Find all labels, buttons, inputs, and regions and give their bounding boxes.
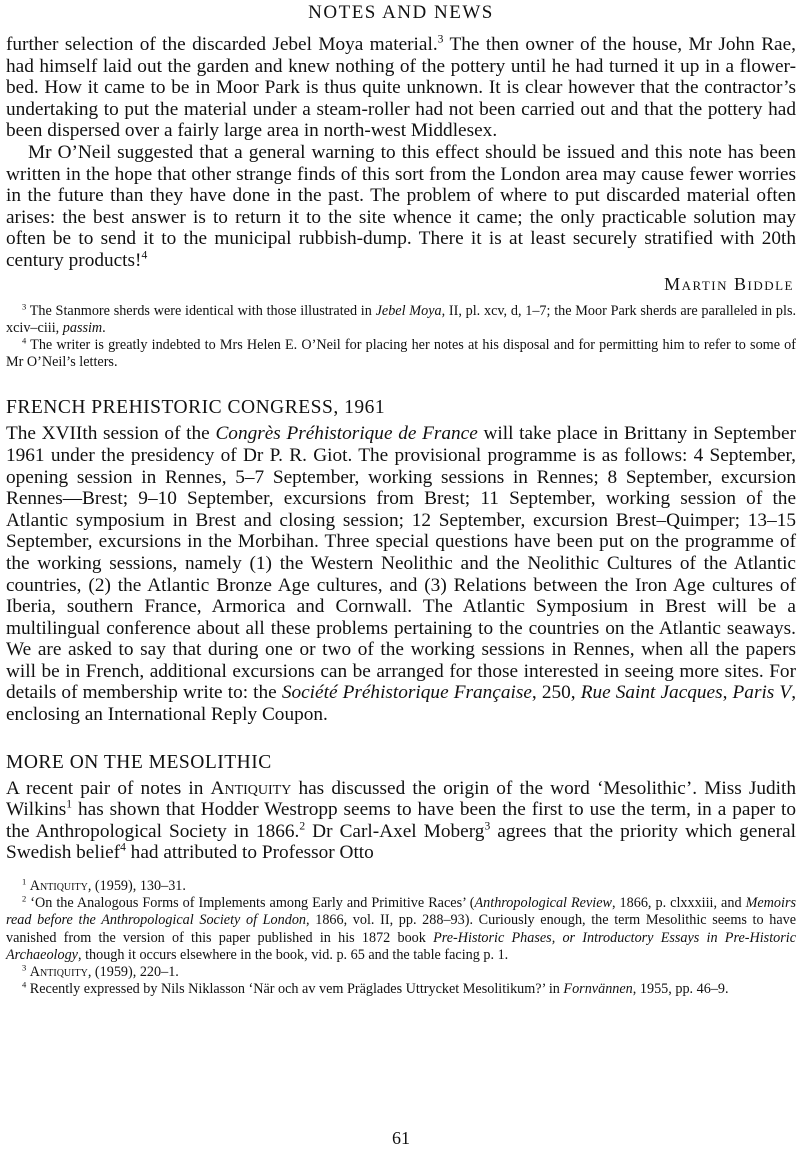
section-french-congress	[6, 423, 796, 725]
text-run: , 1866, p. clxxxiii, and	[611, 895, 746, 912]
text-run: .	[102, 319, 106, 336]
text-run: has shown that Hodder Westropp seems to have been the first to use the term, in a paper to the Anthropological Society in 1866.	[6, 799, 796, 842]
text-run: , 250,	[531, 682, 581, 704]
footnote	[6, 895, 796, 964]
italic-text: Congrès Préhistorique de France	[215, 423, 478, 445]
footnotes-section-1	[6, 300, 797, 372]
section-heading: MORE ON THE MESOLITHIC	[6, 751, 272, 773]
text-run: has discussed the origin of the word ‘Mesolithic’. Miss Judith Wilkins	[6, 777, 797, 821]
footnote-number: 3	[22, 962, 27, 973]
text-run: Dr Carl-Axel Moberg	[305, 820, 485, 842]
italic-text: Fornvännen	[563, 981, 633, 998]
footnotes-section-3	[6, 878, 796, 998]
footnote	[6, 337, 796, 371]
italic-text: Memoirs read before the Anthropological Society of London	[6, 895, 797, 929]
text-run: , 1955, pp. 46–9.	[632, 981, 729, 998]
footnote-ref: 3	[484, 819, 491, 833]
paragraph	[6, 142, 796, 272]
text-run: The writer is greatly indebted to Mrs Helen E. O’Neil for placing her notes at his disposal and for permitting him to refer to some of Mr O’Neil’s letters.	[6, 336, 796, 371]
footnote-ref: 3	[437, 32, 444, 46]
running-head: NOTES AND NEWS	[308, 2, 494, 23]
text-run: further selection of the discarded Jebel Moya material.	[6, 34, 438, 55]
text-run: Recently expressed by Nils Niklasson ‘När och av vem Präglades Uttrycket Mesolitikum?’ in	[26, 981, 564, 998]
text-run: The Stanmore sherds were identical with those illustrated in	[26, 302, 376, 319]
text-run: , 1866, vol. II, pp. 288–93). Curiously enough, the term Mesolithic seems to have vanished from the version of this paper published in his 1872 book	[6, 912, 797, 946]
text-run: had attributed to Professor Otto	[125, 842, 374, 864]
footnote	[6, 964, 796, 981]
journal-page	[6, 0, 797, 1148]
footnote-ref: 2	[299, 819, 306, 833]
italic-text: Pre-Historic Phases, or Introductory Essays in Pre-Historic Archaeology	[6, 929, 796, 963]
italic-text: passim	[62, 319, 103, 336]
text-run: Mr O’Neil suggested that a general warning to this effect should be issued and this note has been written in the hope that other strange finds of this sort from the London area may cause fewer worries in the future than they have done in the past. The problem of where to put discarded material often arises: the best answer is to return it to the site whence it came; the only practicable solution may often be to send it to the municipal rubbish-dump. There it is at least securely stratified with 20th century products!	[6, 141, 796, 271]
text-run: The XVIIth session of the	[6, 423, 216, 445]
footnote-number: 2	[22, 893, 27, 904]
italic-text: Rue Saint Jacques	[580, 682, 723, 704]
footnote-number: 4	[22, 979, 27, 990]
footnote-number: 3	[22, 300, 27, 311]
paragraph	[6, 34, 796, 142]
footnote-ref: 1	[66, 797, 73, 811]
journal-name: Antiquity	[29, 964, 88, 981]
text-run: , II, pl. xcv, d, 1–7; the Moor Park sherds are paralleled in pls. xciv–ciii,	[6, 302, 797, 336]
author-signature: Martin Biddle	[664, 273, 794, 294]
footnote	[6, 878, 796, 895]
section-mesolithic	[6, 778, 796, 864]
page-number: 61	[392, 1128, 410, 1148]
footnote-ref: 4	[120, 841, 126, 855]
text-run: agrees that the priority which general Swedish belief	[6, 820, 796, 864]
text-run: A recent pair of notes in	[6, 777, 211, 799]
italic-text: Jebel Moya	[375, 302, 442, 319]
section-heading: FRENCH PREHISTORIC CONGRESS, 1961	[6, 397, 386, 419]
footnote	[6, 300, 797, 337]
italic-text: Anthropological Review	[474, 895, 612, 912]
section-notes-continuation	[6, 34, 796, 272]
footnote-ref: 4	[141, 248, 148, 262]
text-run: The then owner of the house, Mr John Rae, had himself laid out the garden and knew nothing of the pottery until he had turned it up in a flower-bed. How it came to be in Moor Park is thus quite unknown. It is clear however that the contractor’s undertaking to put the material under a steam-roller had not been carried out and that the pottery had been dispersed over a fairly large area in north-west Middlesex.	[6, 34, 796, 142]
journal-name: Antiquity	[210, 777, 292, 799]
journal-name: Antiquity	[29, 878, 88, 895]
text-run: ‘On the Analogous Forms of Implements among Early and Primitive Races’ (	[26, 895, 475, 912]
paragraph	[6, 778, 796, 864]
paragraph	[6, 423, 796, 725]
italic-text: Société Préhistorique Française	[281, 682, 532, 704]
footnote	[6, 981, 796, 998]
text-run: , (1959), 220–1.	[87, 964, 179, 981]
text-run: will take place in Brittany in September 1961 under the presidency of Dr P. R. Giot. The provisional programme is as follows: 4 September, opening session in Rennes, 5–7 September, working sessions in Rennes; 8 September, excursion Rennes—Brest; 9–10 September, excursions from Brest; 11 September, working session of the Atlantic symposium in Brest and closing session; 12 September, excursion Brest–Quimper; 13–15 September, excursions in the Morbihan. Three special questions have been put on the programme of the working sessions, namely (1) the Western Neolithic and the Neolithic Cultures of the Atlantic countries, (2) the Atlantic Bronze Age cultures, and (3) Relations between the Iron Age cultures of Iberia, southern France, Armorica and Cornwall. The Atlantic Symposium in Brest will be a multilingual conference about all these problems pertaining to the countries on the Atlantic seaways. We are asked to say that during one or two of the working sessions in Rennes, when all the papers will be in French, additional excursions can be arranged for those interested in seeing more sites. For details of membership write to: the	[6, 423, 796, 704]
italic-text: Paris V	[732, 682, 792, 704]
text-run: ,	[722, 682, 733, 704]
text-run: , though it occurs elsewhere in the book, vid. p. 65 and the table facing p. 1.	[77, 946, 509, 963]
text-run: , enclosing an International Reply Coupon.	[6, 682, 797, 726]
footnote-number: 1	[22, 876, 27, 887]
text-run: , (1959), 130–31.	[87, 878, 186, 895]
footnote-number: 4	[22, 335, 27, 346]
